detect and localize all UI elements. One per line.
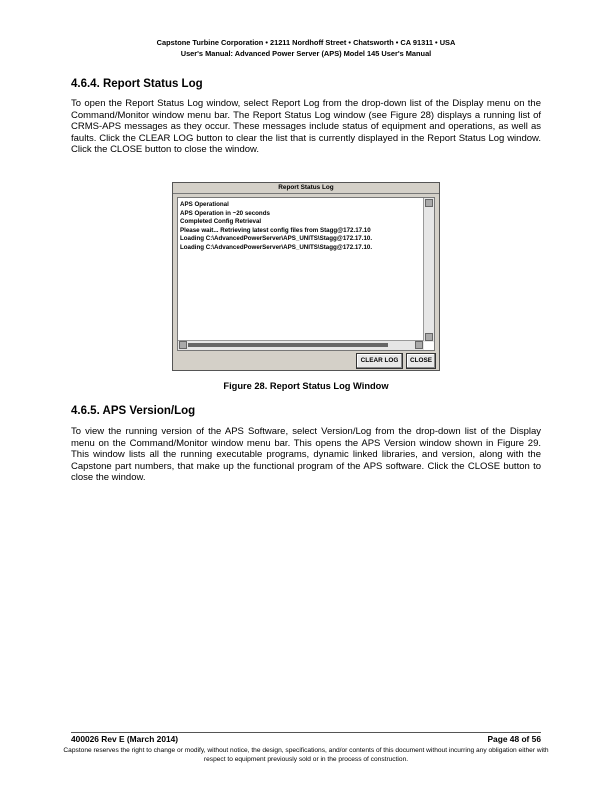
log-line: APS Operational xyxy=(180,201,229,208)
log-line: Completed Config Retrieval xyxy=(180,218,262,226)
page-header xyxy=(0,37,612,59)
log-line: Loading C:\AdvancedPowerServer\APS_UNITS\Stagg@172.17.10. xyxy=(180,235,373,243)
horizontal-scrollbar[interactable] xyxy=(178,340,424,350)
scroll-down-icon[interactable] xyxy=(425,333,433,341)
scroll-right-icon[interactable] xyxy=(415,341,423,349)
footer-page-number: Page 48 of 56 xyxy=(487,734,541,744)
footer-doc-id: 400026 Rev E (March 2014) xyxy=(71,734,179,744)
vertical-scrollbar[interactable] xyxy=(423,198,434,342)
scroll-left-icon[interactable] xyxy=(179,341,187,349)
report-status-log-window xyxy=(172,182,440,371)
section-heading-aps-version-log: 4.6.5. APS Version/Log xyxy=(71,405,196,417)
footer-disclaimer: Capstone reserves the right to change or modify, without notice, the design, specifications, and/or contents of this document without incurring any obligation either with respect to equipment previously sold or in the process of construction. xyxy=(63,747,549,763)
log-lines xyxy=(180,201,424,253)
window-title: Report Status Log xyxy=(173,183,439,194)
scroll-up-icon[interactable] xyxy=(425,199,433,207)
section-heading-report-status-log: 4.6.4. Report Status Log xyxy=(71,78,203,90)
log-line: APS Operation in ~20 seconds xyxy=(180,209,270,217)
clear-log-button[interactable]: CLEAR LOG xyxy=(356,353,403,369)
header-manual-line: User's Manual: Advanced Power Server (APS) Model 145 User's Manual xyxy=(180,49,432,58)
header-company-line: Capstone Turbine Corporation • 21211 Nordhoff Street • Chatsworth • CA 91311 • USA xyxy=(156,38,456,47)
section-body-report-status-log: To open the Report Status Log window, select Report Log from the drop-down list of the Display menu on the Command/Monitor window menu bar. The Report Status Log window (see Figure 28) displays a running list of CRMS-APS messages as they occur. These messages include status of equipment and operations, as well as faults. Click the CLEAR LOG button to clear the list that is currently displayed in the Report Status Log window. Click the CLOSE button to close the window. xyxy=(71,98,541,156)
scroll-thumb[interactable] xyxy=(188,343,388,347)
close-button[interactable]: CLOSE xyxy=(406,353,436,369)
footer-divider xyxy=(71,732,541,733)
log-list[interactable] xyxy=(177,197,435,351)
log-line: Please wait... Retrieving latest config files from Stagg@172.17.10 xyxy=(180,226,371,234)
section-body-aps-version-log: To view the running version of the APS Software, select Version/Log from the drop-down list of the Display menu on the Command/Monitor window menu bar. This opens the APS Version window shown in Figure 29. This window lists all the running executable programs, dynamic linked libraries, and version, along with the Capstone part numbers, that make up the functional program of the APS software. Click the CLOSE button to close the window. xyxy=(71,426,541,484)
figure-caption: Figure 28. Report Status Log Window xyxy=(223,381,389,391)
log-line: Loading C:\AdvancedPowerServer\APS_UNITS\Stagg@172.17.10. xyxy=(180,243,373,251)
